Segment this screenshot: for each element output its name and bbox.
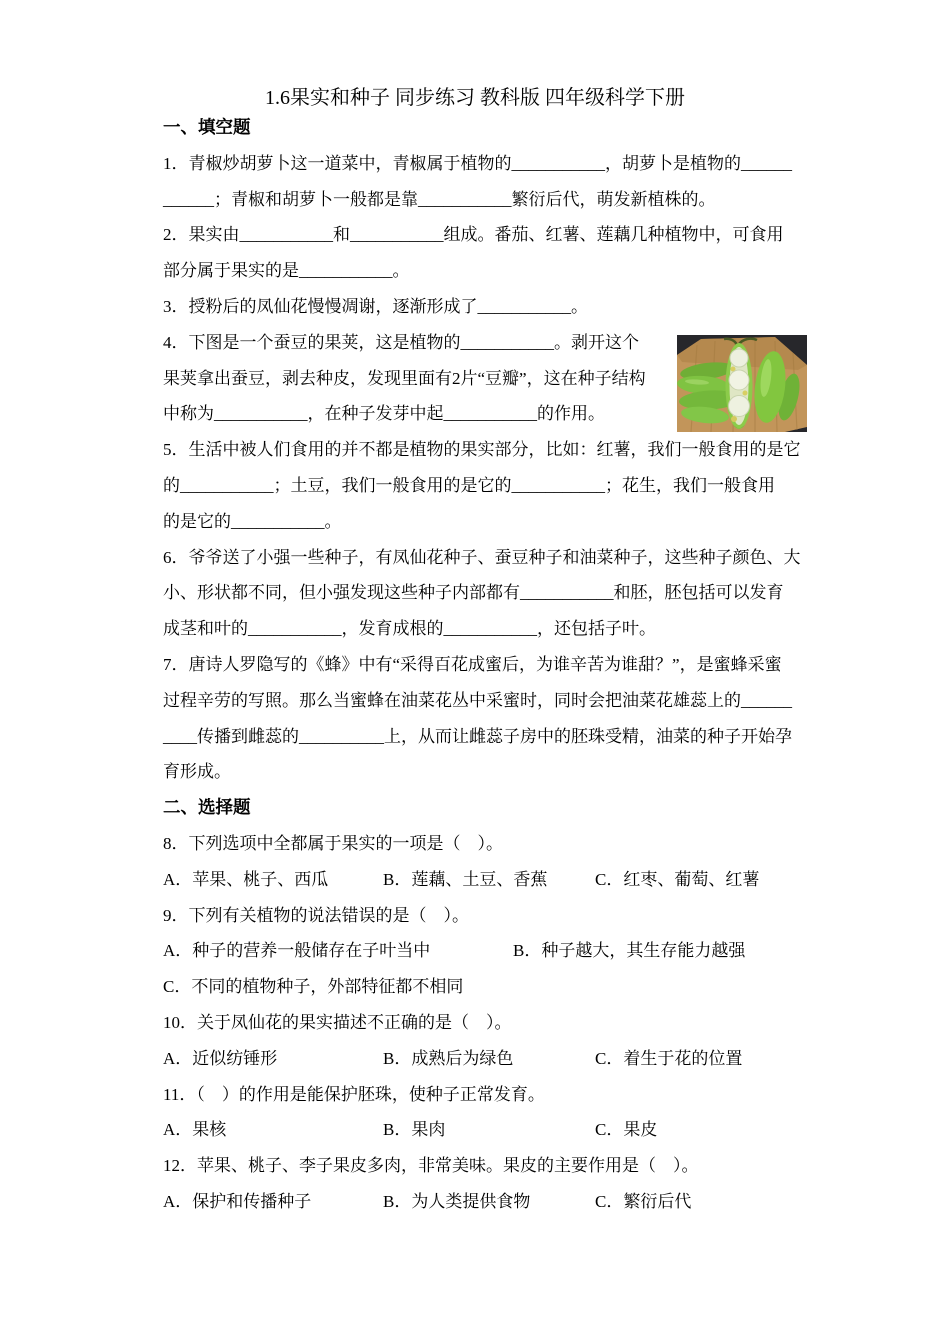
question-line: 8．下列选项中全都属于果实的一项是（ ）。: [163, 833, 503, 853]
choice-options-row: [163, 862, 803, 898]
question-line: 过程辛劳的写照。那么当蜜蜂在油菜花丛中采蜜时，同时会把油菜花雄蕊上的______: [163, 690, 792, 710]
choice-option: C．红枣、葡萄、红薯: [595, 869, 760, 889]
choice-options-row: [163, 1184, 803, 1220]
question-line: 育形成。: [163, 762, 231, 782]
choice-option: B．成熟后为绿色: [383, 1048, 514, 1068]
choice-option: C．着生于花的位置: [595, 1048, 743, 1068]
question-line: 成茎和叶的___________，发育成根的___________，还包括子叶。: [163, 619, 656, 639]
question-line: 2．果实由___________和___________组成。番茄、红薯、莲藕几种植物中，可食用: [163, 225, 784, 245]
choice-option: B．果肉: [383, 1120, 446, 1140]
question-line: 5．生活中被人们食用的并不都是植物的果实部分，比如：红薯，我们一般食用的是它: [163, 440, 801, 460]
bean-pod-photo: [677, 335, 807, 432]
choice-option: A．种子的营养一般储存在子叶当中: [163, 941, 431, 961]
question-line: 中称为___________，在种子发芽中起___________的作用。: [163, 404, 605, 424]
question-line: 的___________；土豆，我们一般食用的是它的___________；花生，我们一般食用: [163, 475, 775, 495]
question-line: 12．苹果、桃子、李子果皮多肉，非常美味。果皮的主要作用是（ ）。: [163, 1156, 699, 1176]
section-heading: 一、填空题: [163, 117, 251, 137]
question-line: ______；青椒和胡萝卜一般都是靠___________繁衍后代，萌发新植株的。: [163, 189, 716, 209]
choice-options-row: [163, 933, 803, 969]
document-title: 1.6果实和种子 同步练习 教科版 四年级科学下册: [265, 87, 685, 109]
question-line: 果荚拿出蚕豆，剥去种皮，发现里面有2片“豆瓣”，这在种子结构: [163, 368, 646, 388]
opened-pod-with-beans: [726, 343, 753, 429]
choice-option: A．保护和传播种子: [163, 1191, 312, 1211]
question-line: 3．授粉后的凤仙花慢慢凋谢，逐渐形成了___________。: [163, 296, 588, 316]
choice-option: A．果核: [163, 1120, 227, 1140]
question-line: 7．唐诗人罗隐写的《蜂》中有“采得百花成蜜后，为谁辛苦为谁甜？”，是蜜蜂采蜜: [163, 654, 782, 674]
question-line: 部分属于果实的是___________。: [163, 261, 410, 281]
worksheet-content: [163, 110, 803, 1220]
choice-options-row: [163, 1112, 803, 1148]
choice-option: C．果皮: [595, 1120, 658, 1140]
question-line: 的是它的___________。: [163, 511, 342, 531]
question-line: C．不同的植物种子，外部特征都不相同: [163, 977, 464, 997]
question-line: 4．下图是一个蚕豆的果荚，这是植物的___________。剥开这个: [163, 332, 639, 352]
choice-option: A．苹果、桃子、西瓜: [163, 869, 329, 889]
question-line: 1．青椒炒胡萝卜这一道菜中，青椒属于植物的___________，胡萝卜是植物的______: [163, 153, 792, 173]
question-line: ____传播到雌蕊的__________上，从而让雌蕊子房中的胚珠受精，油菜的种子开始孕: [163, 726, 792, 746]
choice-option: C．繁衍后代: [595, 1191, 692, 1211]
choice-option: A．近似纺锤形: [163, 1048, 278, 1068]
choice-option: B．为人类提供食物: [383, 1191, 531, 1211]
question-line: 6．爷爷送了小强一些种子，有凤仙花种子、蚕豆种子和油菜种子，这些种子颜色、大: [163, 547, 801, 567]
choice-option: B．种子越大，其生存能力越强: [513, 941, 746, 961]
section-heading: 二、选择题: [163, 797, 251, 818]
choice-options-row: [163, 1041, 803, 1077]
question-line: 小、形状都不同，但小强发现这些种子内部都有___________和胚，胚包括可以发育: [163, 583, 784, 603]
choice-option: B．莲藕、土豆、香蕉: [383, 869, 548, 889]
question-line: 11．（ ）的作用是能保护胚珠，使种子正常发育。: [163, 1084, 545, 1104]
question-line: 9．下列有关植物的说法错误的是（ ）。: [163, 905, 469, 925]
bean-pod-illustration: [677, 335, 807, 432]
question-line: 10．关于凤仙花的果实描述不正确的是（ ）。: [163, 1012, 512, 1032]
